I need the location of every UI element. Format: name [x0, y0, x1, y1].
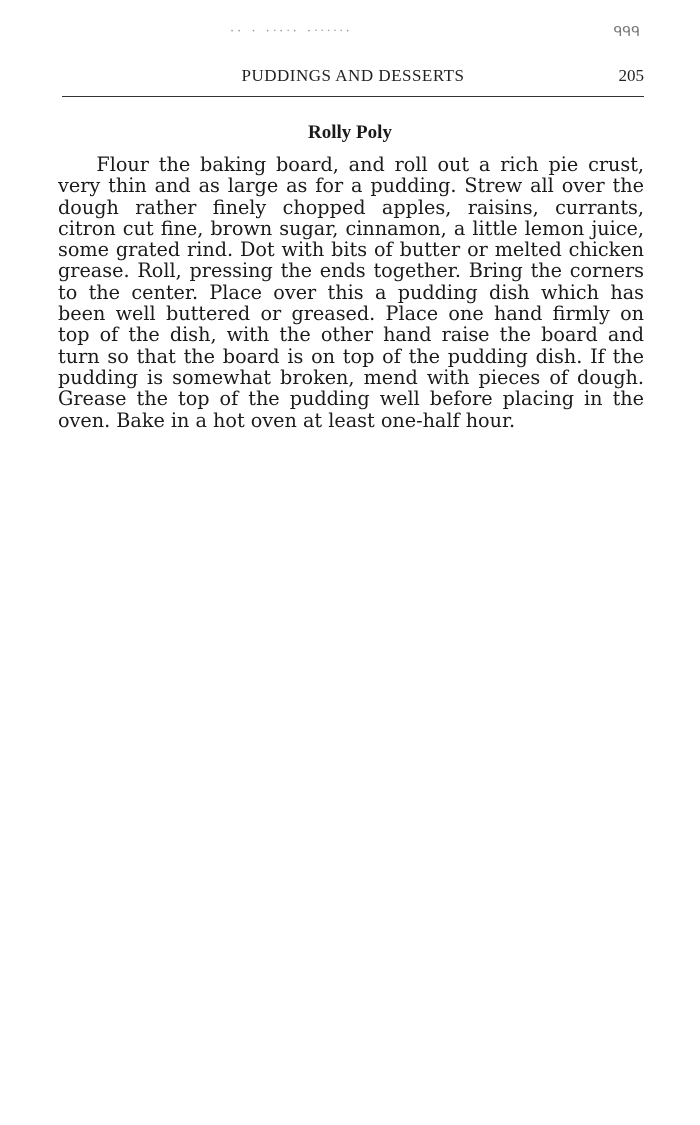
recipe-body [58, 154, 644, 431]
running-header [62, 66, 644, 90]
bleed-through-text: ·· · ·ᐧ·ᐧ· ·ᐧᐧᐧᐧᐧ· [230, 24, 353, 39]
bleed-through-number: ᑫᑫᑫ [613, 24, 640, 40]
page-number: 205 [618, 66, 644, 85]
running-title: PUDDINGS AND DESSERTS [241, 66, 465, 85]
recipe-title: Rolly Poly [308, 122, 392, 143]
header-rule [62, 96, 644, 97]
recipe-paragraph: Flour the baking board, and roll out a rich pie crust, very thin and as large as for a pudding. Strew all over the dough rather finely chopped apples, raisins, currants, citron cut fine, brown sugar, cinnamon, a little lemon juice, some grated rind. Dot with bits of butter or melted chicken grease. Roll, pressing the ends together. Bring the corners to the center. Place over this a pudding dish which has been well buttered or greased. Place one hand firmly on top of the dish, with the other hand raise the board and turn so that the board is on top of the pudding dish. If the pudding is somewhat broken, mend with pieces of dough. Grease the top of the pudding well before placing in the oven. Bake in a hot oven at least one-half hour. [58, 153, 644, 432]
